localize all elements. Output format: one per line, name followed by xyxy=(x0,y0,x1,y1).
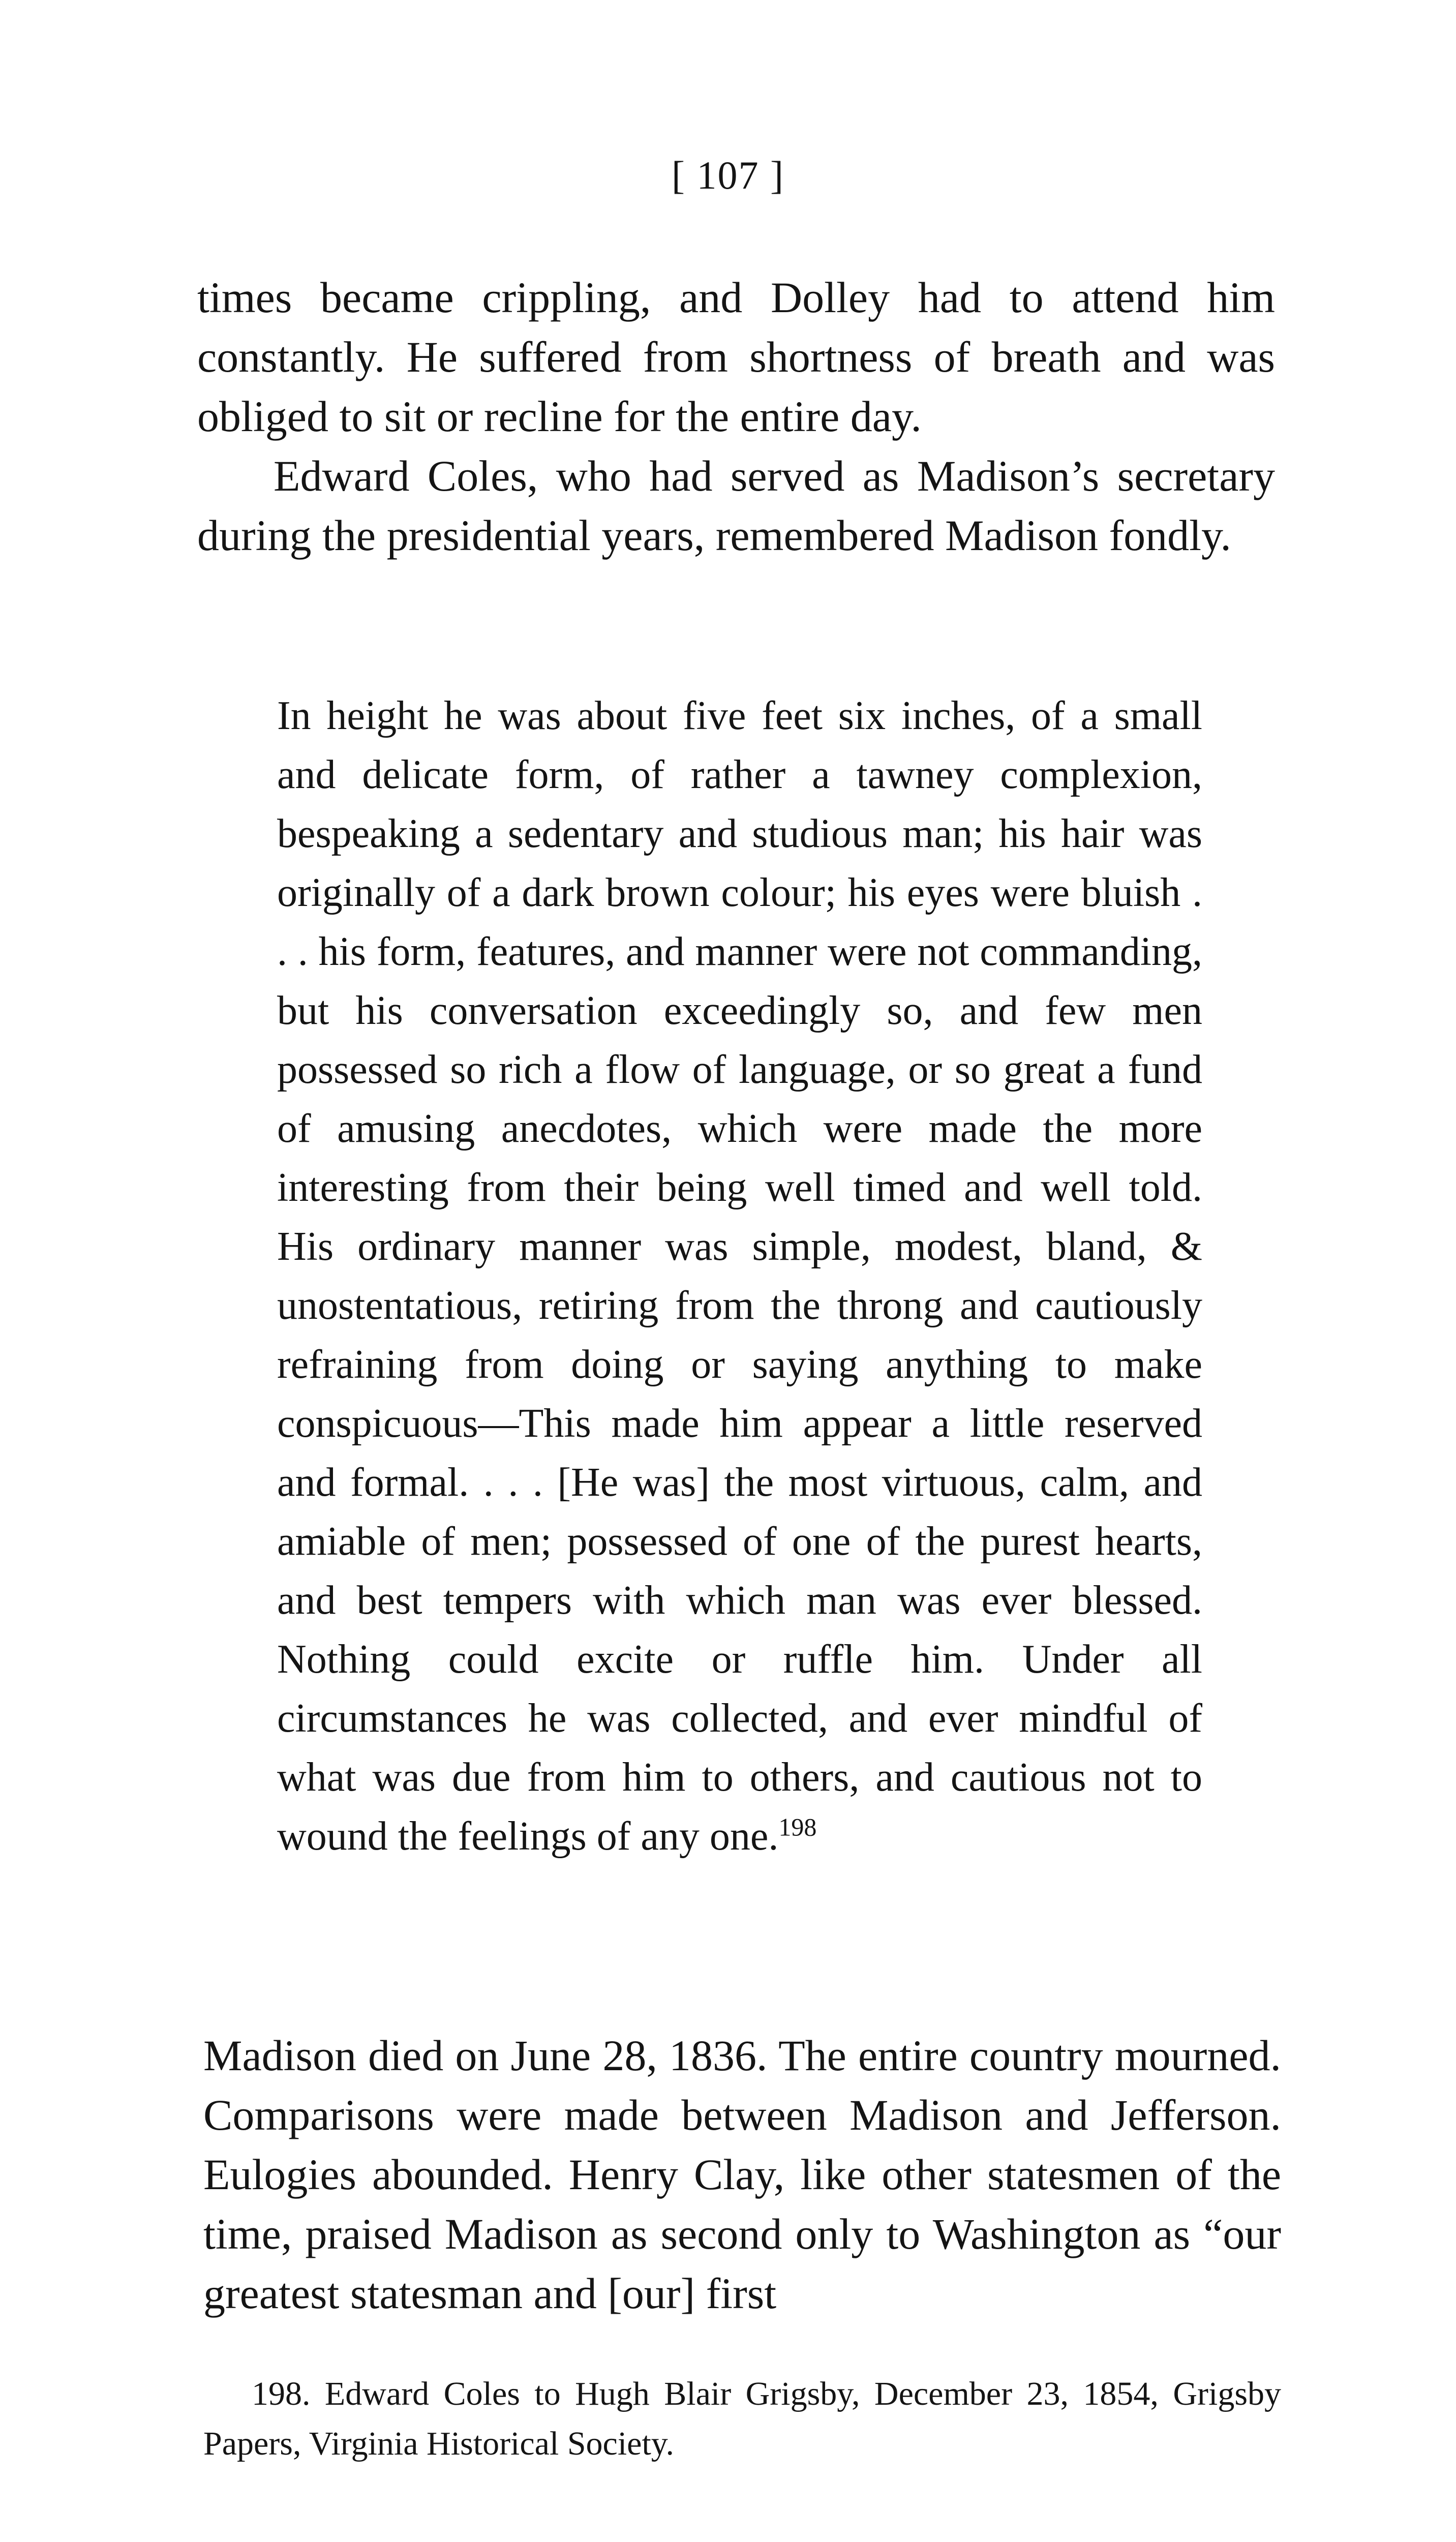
block-quote-text: In height he was about five feet six inches, of a small and delicate form, of rather a tawney complexion, bespeaking a sedentary and studious man; his hair was originally of a dark brown colour; his eyes were bluish . . . his form, features, and manner were not commanding, but his conversation exceedingly so, and few men possessed so rich a flow of language, or so great a fund of amusing anecdotes, which were made the more interesting from their being well timed and well told. His ordinary manner was simple, modest, bland, & unostentatious, retiring from the throng and cautiously refraining from doing or saying anything to make conspicuous—This made him appear a little reserved and formal. . . . [He was] the most virtuous, calm, and amiable of men; possessed of one of the purest hearts, and best tempers with which man was ever blessed. Nothing could excite or ruffle him. Under all circumstances he was collected, and ever mindful of what was due from him to others, and cautious not to wound the feelings of any one. xyxy=(277,693,1202,1859)
footnote: 198. Edward Coles to Hugh Blair Grigsby, December 23, 1854, Grigsby Papers, Virginia Historical Society. xyxy=(203,2375,1281,2462)
opening-text xyxy=(197,268,1275,565)
paragraph-continuation: times became crippling, and Dolley had to attend him constantly. He suffered from shortness of breath and was obliged to sit or recline for the entire day. xyxy=(197,273,1275,441)
paragraph-coles-intro: Edward Coles, who had served as Madison’s secretary during the presidential years, remembered Madison fondly. xyxy=(197,451,1275,560)
footnote-reference: 198 xyxy=(778,1812,817,1841)
closing-text xyxy=(203,2026,1281,2323)
block-quote xyxy=(277,686,1202,1866)
paragraph-madison-death: Madison died on June 28, 1836. The entire country mourned. Comparisons were made between Madison and Jefferson. Eulogies abounded. Henry Clay, like other statesmen of the time, praised Madison as second only to Washington as “our greatest statesman and [our] first xyxy=(203,2031,1281,2318)
page-number: [ 107 ] xyxy=(672,153,784,197)
